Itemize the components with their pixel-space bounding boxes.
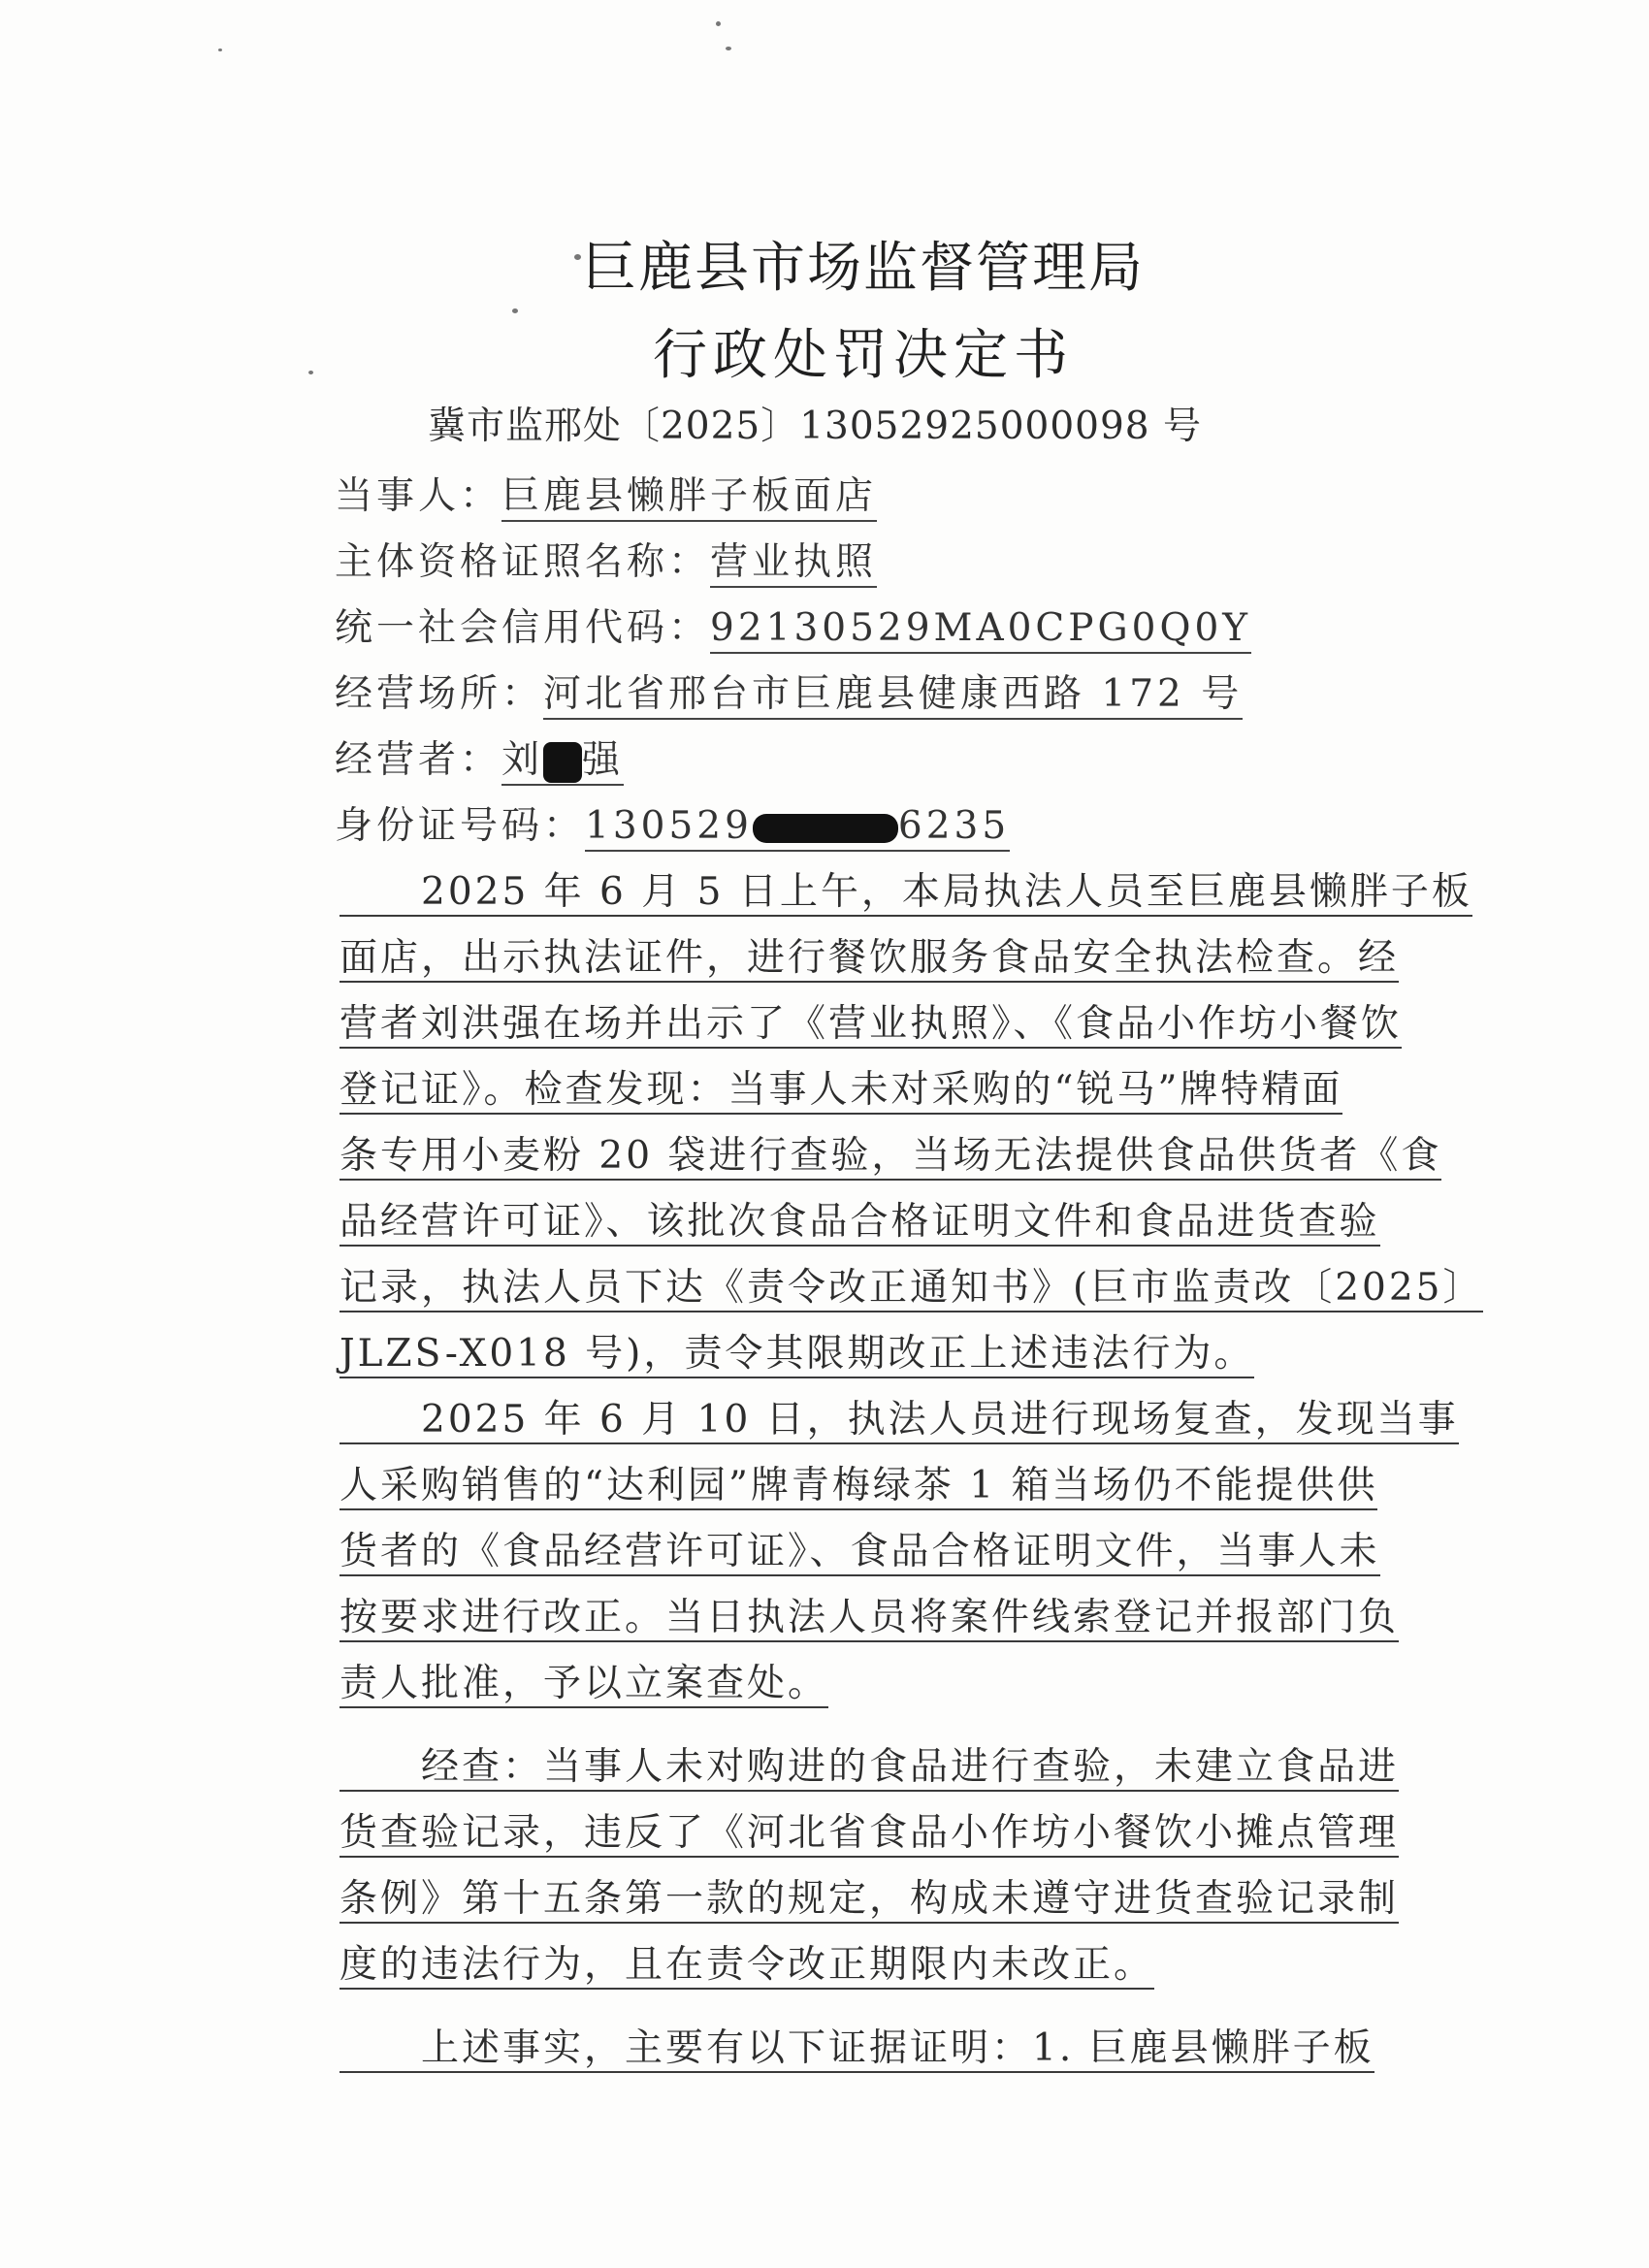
operator-field xyxy=(335,729,624,784)
field-label: 经营场所： xyxy=(335,672,544,716)
field-value: 营业执照 xyxy=(710,540,877,588)
license-name-field xyxy=(335,532,877,586)
field-value: 巨鹿县懒胖子板面店 xyxy=(501,474,877,522)
document-type-title: 行政处罚决定书 xyxy=(653,324,1074,387)
field-value xyxy=(501,738,624,786)
field-label: 当事人： xyxy=(335,474,502,518)
field-label: 统一社会信用代码： xyxy=(335,606,711,650)
party-field xyxy=(335,466,877,520)
id-number-field xyxy=(335,795,1010,850)
id-number-start: 130529 xyxy=(585,804,753,848)
field-label: 经营者： xyxy=(335,738,502,782)
field-value: 92130529MA0CPG0Q0Y xyxy=(710,606,1251,654)
scan-speck xyxy=(218,49,222,51)
paragraph-line: JLZS-X018 号)，责令其限期改正上述违法行为。 xyxy=(340,1323,1254,1377)
field-label: 主体资格证照名称： xyxy=(335,540,711,584)
document-number: 冀市监邢处〔2025〕13052925000098 号 xyxy=(427,405,1203,448)
paragraph-line: 责人批准，予以立案查处。 xyxy=(340,1653,828,1707)
paragraph-line: 条专用小麦粉 20 袋进行查验，当场无法提供食品供货者《食 xyxy=(340,1125,1441,1180)
field-value xyxy=(585,804,1010,852)
operator-name-start: 刘 xyxy=(501,738,544,782)
paragraph-line: 条例》第十五条第一款的规定，构成未遵守进货查验记录制 xyxy=(340,1868,1399,1923)
scan-speck xyxy=(716,21,721,26)
paragraph-line: 品经营许可证》、该批次食品合格证明文件和食品进货查验 xyxy=(340,1191,1380,1246)
paragraph-line: 货者的《食品经营许可证》、食品合格证明文件，当事人未 xyxy=(340,1521,1380,1575)
credit-code-field xyxy=(335,598,1251,652)
paragraph-line: 度的违法行为，且在责令改正期限内未改正。 xyxy=(340,1934,1154,1989)
paragraph-line: 按要求进行改正。当日执法人员将案件线索登记并报部门负 xyxy=(340,1587,1399,1641)
paragraph-line: 登记证》。检查发现：当事人未对采购的“锐马”牌特精面 xyxy=(340,1059,1342,1114)
paragraph-line: 面店，出示执法证件，进行餐饮服务食品安全执法检查。经 xyxy=(340,927,1399,982)
paragraph-line: 上述事实，主要有以下证据证明：1. 巨鹿县懒胖子板 xyxy=(340,2018,1374,2072)
paragraph-line: 人采购销售的“达利园”牌青梅绿茶 1 箱当场仍不能提供供 xyxy=(340,1455,1377,1509)
paragraph-line: 记录，执法人员下达《责令改正通知书》(巨市监责改〔2025〕 xyxy=(340,1257,1483,1312)
field-value: 河北省邢台市巨鹿县健康西路 172 号 xyxy=(543,672,1243,720)
id-number-end: 6235 xyxy=(897,804,1011,848)
agency-title: 巨鹿县市场监督管理局 xyxy=(582,237,1145,300)
scan-speck xyxy=(726,47,731,50)
paragraph-line: 2025 年 6 月 10 日，执法人员进行现场复查，发现当事 xyxy=(340,1389,1459,1443)
redaction-block xyxy=(753,814,898,843)
paragraph-line: 2025 年 6 月 5 日上午，本局执法人员至巨鹿县懒胖子板 xyxy=(340,861,1472,916)
field-label: 身份证号码： xyxy=(335,804,586,848)
paragraph-line: 营者刘洪强在场并出示了《营业执照》、《食品小作坊小餐饮 xyxy=(340,993,1402,1048)
business-address-field xyxy=(335,664,1243,718)
paragraph-line: 经查：当事人未对购进的食品进行查验，未建立食品进 xyxy=(340,1736,1399,1791)
paragraph-line: 货查验记录，违反了《河北省食品小作坊小餐饮小摊点管理 xyxy=(340,1802,1399,1857)
redaction-block xyxy=(543,742,582,783)
operator-name-end: 强 xyxy=(582,738,625,782)
